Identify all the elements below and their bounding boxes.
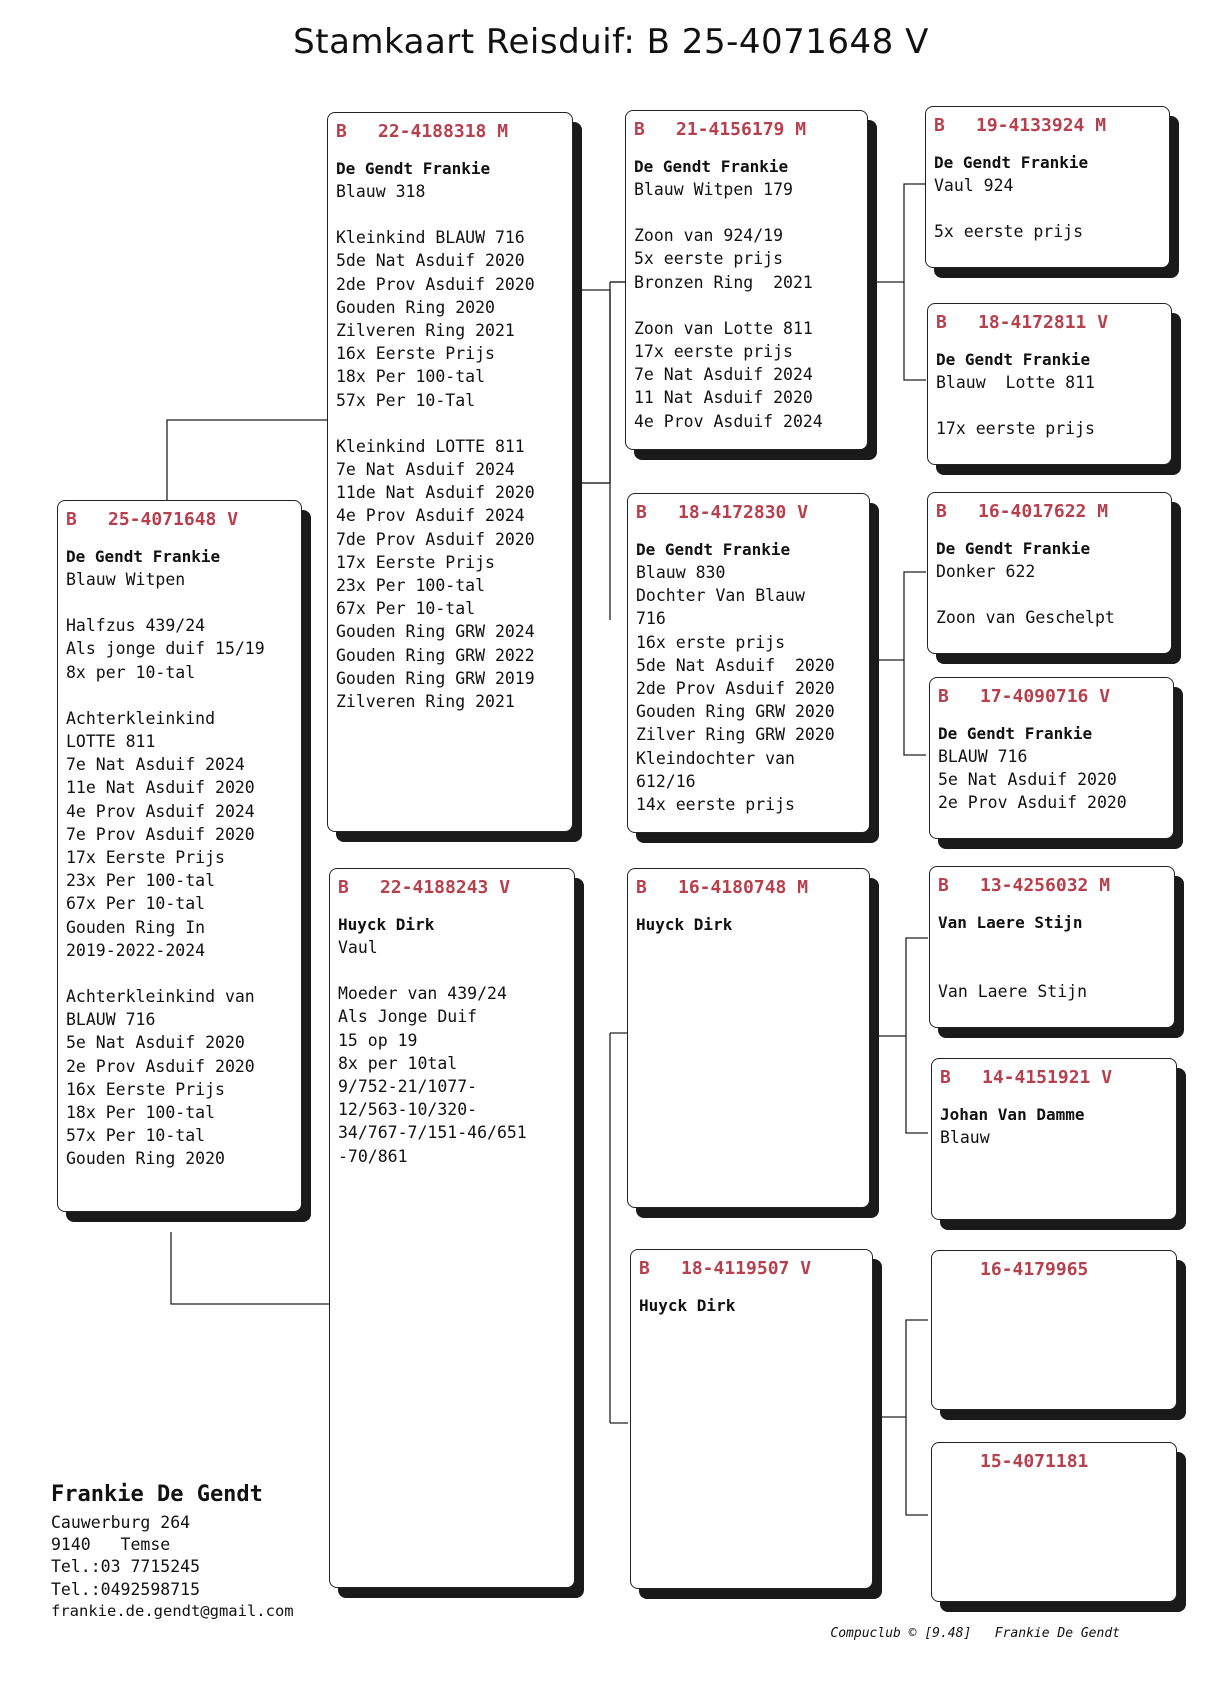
blank-line: [634, 294, 859, 317]
ring-number: 18-4172811 V: [978, 312, 1109, 333]
owner-name: De Gendt Frankie: [936, 350, 1091, 369]
ring-number: 15-4071181: [980, 1451, 1089, 1472]
info-line: 5e Nat Asduif 2020: [66, 1033, 245, 1053]
paternal-grandmother-card[interactable]: [627, 493, 870, 833]
pigeon-info-lines: [636, 561, 861, 816]
info-line: Moeder van 439/24: [338, 984, 507, 1004]
pigeon-info-lines: [336, 180, 564, 713]
info-line: 17x eerste prijs: [634, 342, 793, 362]
info-line: Gouden Ring GRW 2024: [336, 622, 535, 642]
ring-number: 16-4179965: [980, 1259, 1089, 1280]
maternal-grandfather-card[interactable]: [627, 868, 870, 1208]
info-line: 7e Nat Asduif 2024: [336, 460, 515, 480]
info-line: Van Laere Stijn: [938, 982, 1088, 1001]
info-line: 12/563-10/320-: [338, 1100, 478, 1120]
info-line: Gouden Ring 2020: [336, 297, 495, 317]
owner-name: De Gendt Frankie: [934, 153, 1089, 172]
pigeon-info-lines: [66, 568, 293, 1171]
sex-prefix: B: [934, 115, 945, 136]
info-line: Gouden Ring In: [66, 917, 206, 937]
pigeon-info-lines: [938, 745, 1165, 815]
info-line: 18x Per 100-tal: [336, 367, 486, 387]
pigeon-info-lines: [338, 936, 566, 1168]
owner-name: Van Laere Stijn: [938, 913, 1083, 932]
info-line: Gouden Ring GRW 2022: [336, 645, 535, 665]
ring-header: [940, 1065, 1168, 1091]
info-line: 67x Per 10-tal: [66, 894, 206, 914]
info-line: 5x eerste prijs: [934, 222, 1084, 242]
info-line: Zilveren Ring 2021: [336, 321, 515, 341]
mother-pigeon-card[interactable]: [329, 868, 575, 1588]
breeder-phone-1: Tel.:03 7715245: [51, 1557, 201, 1576]
owner-name: De Gendt Frankie: [634, 157, 789, 176]
breeder-name: Frankie De Gendt: [51, 1482, 263, 1507]
info-line: Blauw Witpen 179: [634, 180, 793, 199]
ring-number: 25-4071648 V: [108, 509, 239, 530]
info-line: 612/16: [636, 771, 696, 791]
info-line: 9/752-21/1077-: [338, 1077, 478, 1097]
info-line: 4e Prov Asduif 2024: [66, 801, 255, 821]
subject-pigeon-card[interactable]: [57, 500, 302, 1212]
owner-name: De Gendt Frankie: [636, 540, 791, 559]
ring-number: 22-4188318 M: [378, 121, 509, 142]
info-line: 4e Prov Asduif 2024: [336, 506, 525, 526]
info-line: 34/767-7/151-46/651: [338, 1123, 527, 1143]
info-line: 8x per 10-tal: [66, 662, 196, 682]
info-line: -70/861: [338, 1146, 408, 1166]
info-line: 8x per 10tal: [338, 1053, 458, 1073]
sex-prefix: B: [639, 1258, 650, 1279]
info-line: 23x Per 100-tal: [336, 576, 486, 596]
owner-name: De Gendt Frankie: [936, 539, 1091, 558]
info-line: Achterkleinkind: [66, 708, 216, 728]
info-line: Blauw 830: [636, 563, 726, 582]
sex-prefix: B: [338, 877, 349, 898]
info-line: 7e Nat Asduif 2024: [66, 755, 245, 775]
info-line: 7e Prov Asduif 2020: [66, 824, 255, 844]
owner-name: De Gendt Frankie: [66, 547, 221, 566]
great-grandparent-card-fmm[interactable]: [929, 677, 1174, 839]
great-grandparent-card-mmm[interactable]: [931, 1442, 1177, 1602]
info-line: Gouden Ring GRW 2020: [636, 702, 835, 722]
blank-line: [634, 201, 859, 224]
ring-number: 18-4119507 V: [681, 1258, 812, 1279]
blank-line: [938, 934, 1166, 957]
info-line: Blauw Witpen: [66, 570, 186, 589]
breeder-email[interactable]: frankie.de.gendt@gmail.com: [51, 1602, 294, 1620]
blank-line: [66, 591, 293, 614]
ring-header: [940, 1449, 1168, 1475]
blank-line: [934, 197, 1161, 220]
info-line: 2e Prov Asduif 2020: [938, 793, 1127, 813]
owner-name: De Gendt Frankie: [336, 159, 491, 178]
mother-ring-header: [338, 875, 566, 901]
info-line: Kleinkind LOTTE 811: [336, 436, 525, 456]
sex-prefix: B: [66, 509, 77, 530]
ring-header: [639, 1256, 864, 1282]
info-line: 57x Per 10-tal: [66, 1126, 206, 1146]
info-line: Zoon van Geschelpt: [936, 608, 1115, 628]
subject-ring-header: [66, 507, 293, 533]
ring-header: [938, 684, 1165, 710]
info-line: 11 Nat Asduif 2020: [634, 388, 813, 408]
owner-name: Huyck Dirk: [639, 1296, 736, 1315]
great-grandparent-card-mfm[interactable]: [931, 1058, 1177, 1220]
owner-name: De Gendt Frankie: [938, 724, 1093, 743]
info-line: 11de Nat Asduif 2020: [336, 483, 535, 503]
info-line: 16x erste prijs: [636, 632, 786, 652]
info-line: 5de Nat Asduif 2020: [336, 251, 525, 271]
owner-name: Huyck Dirk: [636, 915, 733, 934]
blank-line: [336, 412, 564, 435]
info-line: 5e Nat Asduif 2020: [938, 770, 1117, 790]
blank-line: [936, 583, 1163, 606]
info-line: 11e Nat Asduif 2020: [66, 778, 255, 798]
pigeon-info-lines: [634, 178, 859, 433]
sex-prefix: B: [936, 501, 947, 522]
software-credit: Compuclub © [9.48] Frankie De Gendt: [830, 1626, 1120, 1641]
info-line: 17x Eerste Prijs: [66, 848, 225, 868]
info-line: 23x Per 100-tal: [66, 871, 216, 891]
blank-line: [336, 203, 564, 226]
ring-number: 21-4156179 M: [676, 119, 807, 140]
ring-header: [936, 310, 1163, 336]
owner-name: Huyck Dirk: [338, 915, 435, 934]
info-line: 16x Eerste Prijs: [66, 1079, 225, 1099]
info-line: Zoon van 924/19: [634, 226, 784, 246]
info-line: BLAUW 716: [938, 747, 1028, 766]
ring-header: [636, 500, 861, 526]
blank-line: [66, 962, 293, 985]
breeder-address: Cauwerburg 264: [51, 1513, 191, 1532]
info-line: Vaul 924: [934, 176, 1014, 195]
info-line: Achterkleinkind van: [66, 987, 255, 1007]
sex-prefix: B: [936, 312, 947, 333]
blank-line: [938, 957, 1166, 980]
sex-prefix: B: [336, 121, 347, 142]
ring-header: [634, 117, 859, 143]
great-grandparent-card-fff[interactable]: [925, 106, 1170, 268]
info-line: 7e Nat Asduif 2024: [634, 365, 813, 385]
ring-number: 16-4180748 M: [678, 877, 809, 898]
sex-prefix: B: [940, 1067, 951, 1088]
info-line: Zilver Ring GRW 2020: [636, 725, 835, 745]
ring-header: [936, 499, 1163, 525]
info-line: 7de Prov Asduif 2020: [336, 529, 535, 549]
pigeon-info-lines: [940, 1126, 1168, 1149]
ring-header: [938, 873, 1166, 899]
sex-prefix: B: [634, 119, 645, 140]
info-line: Vaul: [338, 938, 378, 957]
info-line: Bronzen Ring 2021: [634, 272, 813, 292]
maternal-grandmother-card[interactable]: [630, 1249, 873, 1589]
info-line: Kleindochter van: [636, 748, 795, 768]
great-grandparent-card-fmf[interactable]: [927, 492, 1172, 654]
info-line: 15 op 19: [338, 1030, 418, 1050]
blank-line: [66, 684, 293, 707]
info-line: 4e Prov Asduif 2024: [634, 411, 823, 431]
info-line: BLAUW 716: [66, 1010, 156, 1030]
breeder-phone-2: Tel.:0492598715: [51, 1580, 201, 1599]
blank-line: [936, 394, 1163, 417]
ring-header: [934, 113, 1161, 139]
info-line: 2019-2022-2024: [66, 940, 206, 960]
ring-number: 18-4172830 V: [678, 502, 809, 523]
info-line: LOTTE 811: [66, 732, 156, 752]
sex-prefix: B: [938, 686, 949, 707]
info-line: 17x eerste prijs: [936, 419, 1095, 439]
info-line: 716: [636, 609, 666, 629]
page-title: Stamkaart Reisduif: B 25-4071648 V: [293, 22, 929, 62]
info-line: 2de Prov Asduif 2020: [336, 274, 535, 294]
info-line: Dochter Van Blauw: [636, 586, 805, 606]
sex-prefix: B: [636, 502, 647, 523]
breeder-city: 9140 Temse: [51, 1535, 171, 1554]
info-line: Als jonge duif 15/19: [66, 639, 265, 659]
blank-line: [338, 959, 566, 982]
info-line: Gouden Ring GRW 2019: [336, 668, 535, 688]
sex-prefix: B: [938, 875, 949, 896]
paternal-grandfather-card[interactable]: [625, 110, 868, 450]
info-line: Blauw 318: [336, 182, 426, 201]
info-line: 16x Eerste Prijs: [336, 344, 495, 364]
info-line: Halfzus 439/24: [66, 616, 206, 636]
pigeon-info-lines: [936, 560, 1163, 629]
info-line: 2e Prov Asduif 2020: [66, 1056, 255, 1076]
info-line: 57x Per 10-Tal: [336, 390, 476, 410]
ring-number: 22-4188243 V: [380, 877, 511, 898]
great-grandparent-card-mff[interactable]: [929, 866, 1175, 1028]
ring-number: 19-4133924 M: [976, 115, 1107, 136]
info-line: Donker 622: [936, 562, 1036, 581]
pigeon-info-lines: [938, 934, 1166, 1003]
info-line: Kleinkind BLAUW 716: [336, 228, 525, 248]
info-line: Blauw: [940, 1128, 990, 1147]
info-line: 18x Per 100-tal: [66, 1103, 216, 1123]
father-pigeon-card[interactable]: [327, 112, 573, 832]
ring-header: [636, 875, 861, 901]
great-grandparent-card-mmf[interactable]: [931, 1250, 1177, 1410]
father-ring-header: [336, 119, 564, 145]
info-line: 17x Eerste Prijs: [336, 552, 495, 572]
ring-header: [940, 1257, 1168, 1283]
info-line: Blauw Lotte 811: [936, 373, 1095, 392]
info-line: 5de Nat Asduif 2020: [636, 655, 835, 675]
pigeon-info-lines: [934, 174, 1161, 243]
info-line: Zoon van Lotte 811: [634, 318, 813, 338]
pigeon-info-lines: [936, 371, 1163, 440]
sex-prefix: B: [636, 877, 647, 898]
info-line: Gouden Ring 2020: [66, 1149, 225, 1169]
info-line: 14x eerste prijs: [636, 795, 795, 815]
ring-number: 16-4017622 M: [978, 501, 1109, 522]
ring-number: 14-4151921 V: [982, 1067, 1113, 1088]
owner-name: Johan Van Damme: [940, 1105, 1085, 1124]
info-line: 5x eerste prijs: [634, 249, 784, 269]
info-line: Als Jonge Duif: [338, 1007, 478, 1027]
info-line: 67x Per 10-tal: [336, 599, 476, 619]
info-line: 2de Prov Asduif 2020: [636, 679, 835, 699]
ring-number: 13-4256032 M: [980, 875, 1111, 896]
info-line: Zilveren Ring 2021: [336, 692, 515, 712]
ring-number: 17-4090716 V: [980, 686, 1111, 707]
great-grandparent-card-ffm[interactable]: [927, 303, 1172, 465]
